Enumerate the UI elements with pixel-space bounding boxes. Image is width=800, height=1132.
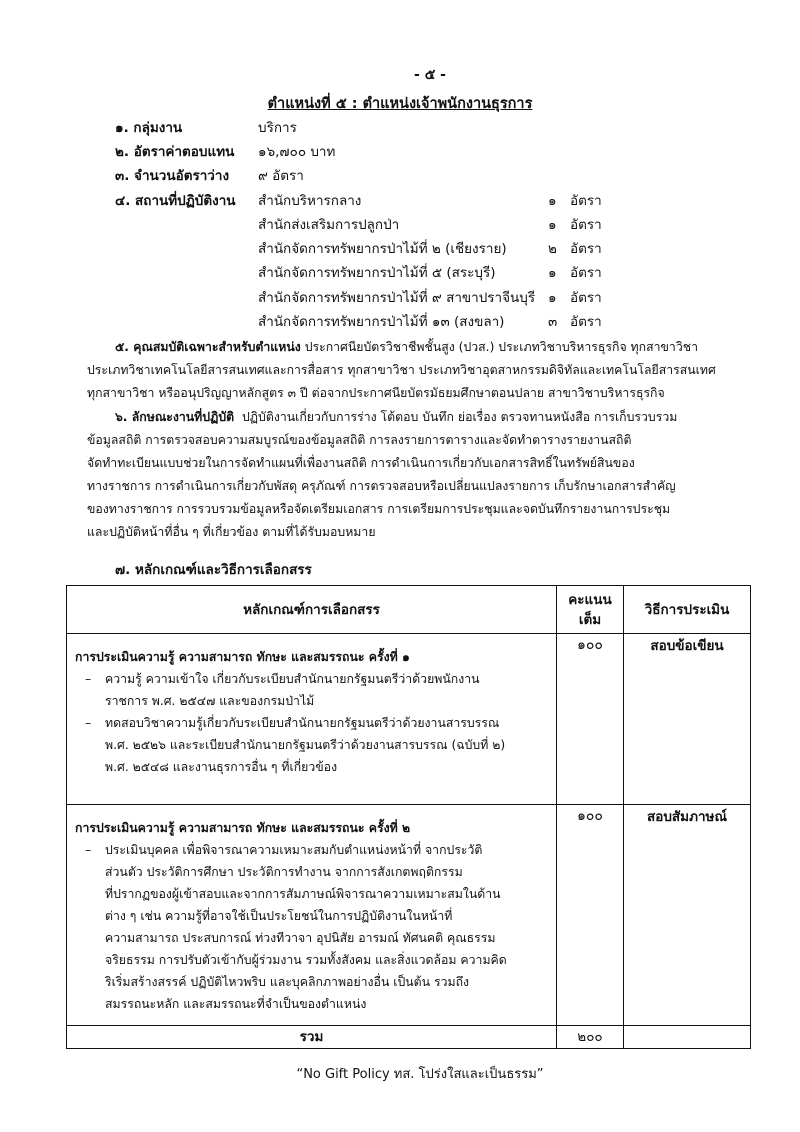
group-value: บริการ [258,120,297,136]
selection-criteria-table [66,585,751,1049]
header-criteria: หลักเกณฑ์การเลือกสรร [67,586,557,634]
workplace-count: ๑ [548,290,557,306]
criteria-method: สอบข้อเขียน [624,634,751,805]
criteria-item: – ทดสอบวิชาความรู้เกี่ยวกับระเบียบสำนักนายกรัฐมนตรีว่าด้วยงานสารบรรณ พ.ศ. ๒๕๒๖ และระเบียบสำนักนายกรัฐมนตรีว่าด้วยงานสารบรรณ (ฉบับที่ ๒) พ.ศ. ๒๕๔๘ และงานธุรการอื่น ๆ ที่เกี่ยวข้อง [85,716,506,774]
table-header-row [67,586,751,634]
duties-line: ๖. ลักษณะงานที่ปฏิบัติ ปฏิบัติงานเกี่ยวกับการร่าง โต้ตอบ บันทึก ย่อเรื่อง ตรวจทานหนังสือ การเก็บรวบรวม [115,410,678,424]
workplace-name: สำนักจัดการทรัพยากรป่าไม้ที่ ๒ (เชียงราย) [258,241,507,257]
duties-label: ๖. ลักษณะงานที่ปฏิบัติ [115,410,235,424]
workplace-unit: อัตรา [570,193,602,209]
workplace-unit: อัตรา [570,314,602,330]
total-score: ๒๐๐ [557,1026,624,1049]
workplace-unit: อัตรา [570,217,602,233]
duties-section [87,406,745,544]
duties-line: ข้อมูลสถิติ การตรวจสอบความสมบูรณ์ของข้อมูลสถิติ การลงรายการตารางและจัดทำตารางรายงานสถิติ [87,433,632,447]
duties-line: จัดทำทะเบียนแบบช่วยในการจัดทำแผนที่เพื่องานสถิติ การดำเนินการเกี่ยวกับเอกสารสิทธิ์ในทรัพย์สินของ [87,456,635,470]
qualifications-line: ๕. คุณสมบัติเฉพาะสำหรับตำแหน่ง ประกาศนียบัตรวิชาชีพชั้นสูง (ปวส.) ประเภทวิชาบริหารธุรกิจ ทุกสาขาวิชา [115,340,698,354]
criteria-item: – ความรู้ ความเข้าใจ เกี่ยวกับระเบียบสำนักนายกรัฐมนตรีว่าด้วยพนักงาน ราชการ พ.ศ. ๒๕๔๗ และของกรมป่าไม้ [85,672,480,708]
selection-heading: ๗. หลักเกณฑ์และวิธีการเลือกสรร [115,562,312,578]
workplace-name: สำนักบริหารกลาง [258,193,362,209]
criteria-title: การประเมินความรู้ ความสามารถ ทักษะ และสมรรถนะ ครั้งที่ ๒ [75,821,411,835]
footer-slogan: “No Gift Policy ทส. โปร่งใสและเป็นธรรม” [296,1067,544,1082]
header-score: คะแนน เต็ม [557,586,624,634]
workplace-name: สำนักส่งเสริมการปลูกป่า [258,217,400,233]
position-title [0,92,800,115]
criteria-method: สอบสัมภาษณ์ [624,805,751,1026]
workplace-count: ๑ [548,265,557,281]
total-label: รวม [67,1026,557,1049]
workplace-count: ๒ [548,241,557,257]
table-row [67,805,751,1026]
workplace-name: สำนักจัดการทรัพยากรป่าไม้ที่ ๙ สาขาปราจีนบุรี [258,290,536,306]
workplace-unit: อัตรา [570,290,602,306]
criteria-score: ๑๐๐ [557,634,624,805]
workplace-unit: อัตรา [570,241,602,257]
duties-line: และปฏิบัติหน้าที่อื่น ๆ ที่เกี่ยวข้อง ตามที่ได้รับมอบหมาย [87,525,376,539]
qualifications-section [87,336,745,405]
criteria-title: การประเมินความรู้ ความสามารถ ทักษะ และสมรรถนะ ครั้งที่ ๑ [75,650,410,664]
workplace-label: ๔. สถานที่ปฏิบัติงาน [115,193,236,209]
vacancy-label: ๓. จำนวนอัตราว่าง [115,168,230,184]
qualifications-label: ๕. คุณสมบัติเฉพาะสำหรับตำแหน่ง [115,340,301,354]
workplace-name: สำนักจัดการทรัพยากรป่าไม้ที่ ๑๓ (สงขลา) [258,314,505,330]
workplace-name: สำนักจัดการทรัพยากรป่าไม้ที่ ๕ (สระบุรี) [258,265,496,281]
workplace-count: ๑ [548,217,557,233]
workplace-count: ๑ [548,193,557,209]
total-method-empty [624,1026,751,1049]
qualifications-line: ทุกสาขาวิชา หรืออนุปริญญาหลักสูตร ๓ ปี ต่อจากประกาศนียบัตรมัธยมศึกษาตอนปลาย สาขาวิชาบริหารธุรกิจ [87,386,665,400]
salary-value: ๑๖,๗๐๐ บาท [258,144,336,160]
workplace-unit: อัตรา [570,265,602,281]
header-method: วิธีการประเมิน [624,586,751,634]
qualifications-line: ประเภทวิชาเทคโนโลยีสารสนเทศและการสื่อสาร ทุกสาขาวิชา ประเภทวิชาอุตสาหกรรมดิจิทัลและเทคโนโลยีสารสนเทศ [87,363,716,377]
criteria-score: ๑๐๐ [557,805,624,1026]
page-number: - ๕ - [414,67,446,83]
position-title-text: ตำแหน่งที่ ๕ : ตำแหน่งเจ้าพนักงานธุรการ [267,96,533,112]
duties-line: ของทางราชการ การรวบรวมข้อมูลหรือจัดเตรียมเอกสาร การเตรียมการประชุมและจดบันทึกรายงานการประชุม [87,502,671,516]
group-label: ๑. กลุ่มงาน [115,120,183,136]
table-total-row [67,1026,751,1049]
vacancy-value: ๙ อัตรา [258,168,304,184]
criteria-cell [67,634,557,805]
duties-line: ทางราชการ การดำเนินการเกี่ยวกับพัสดุ ครุภัณฑ์ การตรวจสอบหรือเปลี่ยนแปลงรายการ เก็บรักษาเอกสารสำคัญ [87,479,676,493]
workplace-count: ๓ [548,314,558,330]
salary-label: ๒. อัตราค่าตอบแทน [115,144,235,160]
table-row [67,634,751,805]
criteria-item: – ประเมินบุคคล เพื่อพิจารณาความเหมาะสมกับตำแหน่งหน้าที่ จากประวัติ ส่วนตัว ประวัติการศึกษา ประวัติการทำงาน จากการสังเกตพฤติกรรม ที่ปรากฏของผู้เข้าสอบและจากการสัมภาษณ์พิจารณาความเหมาะสมในด้าน ต่าง ๆ เช่น ความรู้ที่อาจใช้เป็นประโยชน์ในการปฏิบัติงานในหน้าที่ ความสามารถ ประสบการณ์ ท่วงทีวาจา อุปนิสัย อารมณ์ ทัศนคติ คุณธรรม จริยธรรม การปรับตัวเข้ากับผู้ร่วมงาน รวมทั้งสังคม และสิ่งแวดล้อม ความคิด ริเริ่มสร้างสรรค์ ปฏิบัติไหวพริบ และบุคลิกภาพอย่างอื่น เป็นต้น รวมถึง สมรรถนะหลัก และสมรรถนะที่จำเป็นของตำแหน่ง [85,843,507,1011]
criteria-cell [67,805,557,1026]
